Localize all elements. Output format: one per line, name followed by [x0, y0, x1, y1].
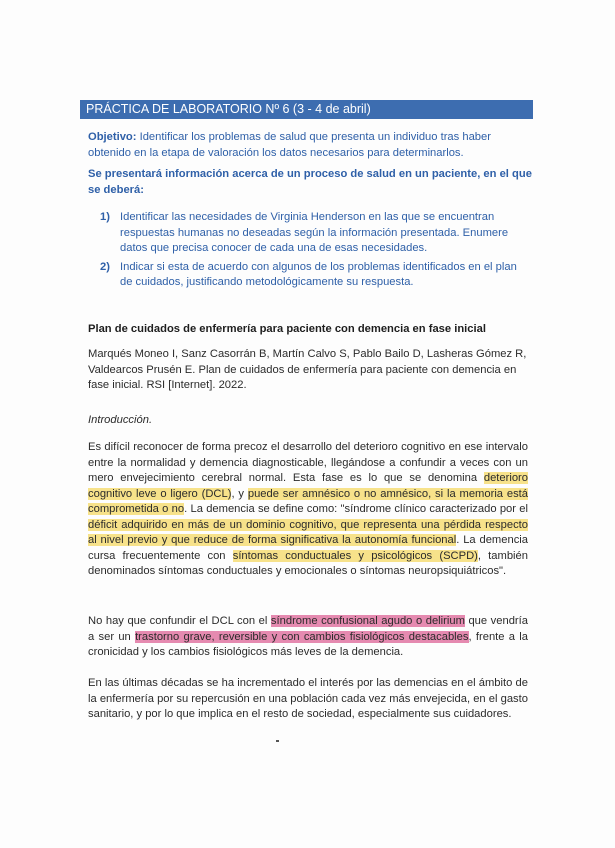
task-text: Indicar si esta de acuerdo con algunos de los problemas identificados en el plan de cuidados, justificando metodológicamente su respuesta.: [120, 260, 517, 288]
highlight-yellow: puede ser amnésico o no amnésico, si la memoria está comprometida o no: [88, 487, 529, 515]
task-text: Identificar las necesidades de Virginia Henderson en las que se encuentran respuestas humanas no deseadas según la información presentada. Enumere datos que precisa conocer de cada una de esas necesidades.: [120, 211, 509, 254]
text-run: Es difícil reconocer de forma precoz el desarrollo del deterioro cognitivo en ese intervalo entre la normalidad y demencia diagnosticable, llegándose a confundir a veces con un mero envejecimiento cerebral normal. Esta fase es lo que se denomina: [88, 441, 528, 484]
task-number: 2): [100, 260, 110, 273]
paragraph-delirium: [88, 614, 528, 661]
paragraph-dcl: [88, 440, 528, 580]
case-title: Plan de cuidados de enfermería para paciente con demencia en fase inicial: [88, 323, 486, 335]
objective-paragraph: [88, 130, 528, 161]
highlight-pink: síndrome confusional agudo o delirium: [270, 615, 465, 627]
text-run: , también denominados síntomas conductuales y emocionales o síntomas neuropsiquiátricos".: [88, 549, 528, 577]
text-run: , frente a la cronicidad y los cambios fisiológicos más leves de la demencia.: [88, 630, 528, 658]
introduction-heading: Introducción.: [88, 414, 153, 426]
highlight-yellow: síntomas conductuales y psicológicos (SCPD): [232, 549, 478, 562]
objective-label: Objetivo:: [88, 131, 137, 143]
scan-mark: [276, 740, 279, 742]
highlight-yellow: deterioro cognitivo leve o ligero (DCL): [88, 472, 528, 500]
highlight-pink: trastorno grave, reversible y con cambios fisiológicos destacables: [135, 630, 469, 643]
text-run: . La demencia cursa frecuentemente con: [88, 534, 528, 562]
task-list: [100, 210, 528, 294]
task-item-1: [100, 210, 528, 257]
case-citation: Marqués Moneo I, Sanz Casorrán B, Martín Calvo S, Pablo Bailo D, Lasheras Gómez R, Valdearcos Prusén E. Plan de cuidados de enfermería para paciente con demencia en fase inicial. RSI [Internet]. 2022.: [88, 348, 527, 391]
objective-text: Identificar los problemas de salud que presenta un individuo tras haber obtenido en la etapa de valoración los datos necesarios para determinarlos.: [88, 131, 491, 159]
text-run: que vendría a ser un: [88, 615, 528, 643]
highlight-yellow: déficit adquirido en más de un dominio cognitivo, que representa una pérdida respecto al nivel previo y que reduce de forma significativa la autonomía funcional: [88, 518, 528, 546]
lab-practice-header: PRÁCTICA DE LABORATORIO Nº 6 (3 - 4 de abril): [80, 100, 533, 119]
text-run: No hay que confundir el DCL con el: [88, 615, 271, 627]
paragraph-interest: En las últimas décadas se ha incrementado el interés por las demencias en el ámbito de la enfermería por su repercusión en una población cada vez más envejecida, en el gasto sanitario, y por lo que implica en el resto de sociedad, especialmente sus cuidadores.: [88, 677, 528, 720]
text-run: . La demencia se define como: "síndrome clínico caracterizado por el: [184, 503, 528, 515]
task-number: 1): [100, 211, 110, 223]
task-item-2: [100, 260, 528, 291]
text-run: , y: [231, 487, 248, 500]
instructions-intro: Se presentará información acerca de un proceso de salud en un paciente, en el que se deberá:: [88, 168, 532, 196]
